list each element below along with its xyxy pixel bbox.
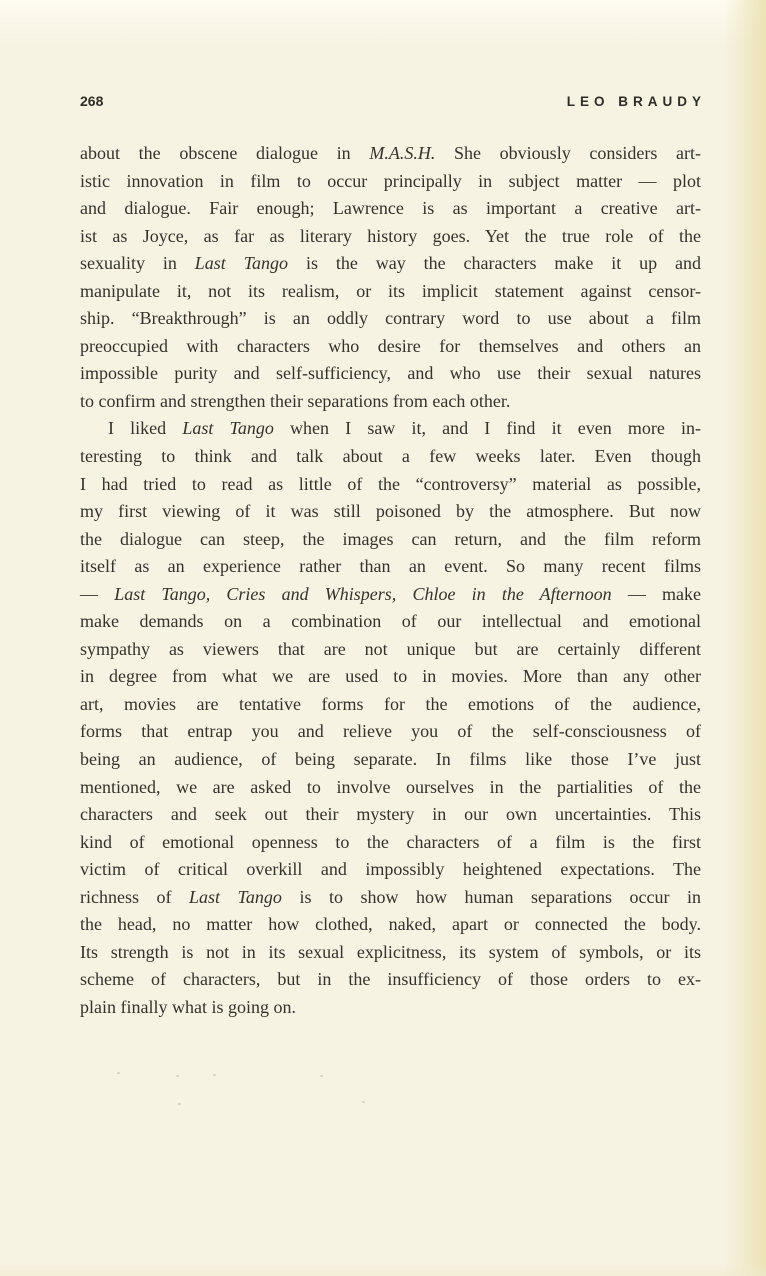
text-line <box>80 526 701 554</box>
text-line <box>80 278 701 306</box>
body-text: I had tried to read as little of the “controversy” material as possible, <box>80 473 701 494</box>
body-text: itself as an experience rather than an event. So many recent films <box>80 556 701 577</box>
body-text: the head, no matter how clothed, naked, apart or connected the body. <box>80 914 701 935</box>
text-line <box>80 581 701 609</box>
body-text: kind of emotional openness to the characters of a film is the first <box>80 831 701 852</box>
film-title-italic: Last Tango <box>182 418 274 439</box>
body-text: teresting to think and talk about a few weeks later. Even though <box>80 446 701 467</box>
scan-speck <box>178 1103 181 1105</box>
text-line <box>80 636 701 664</box>
text-line <box>80 471 701 499</box>
body-text: — <box>80 583 115 604</box>
body-text: plain finally what is going on. <box>80 996 296 1017</box>
body-text: victim of critical overkill and impossibly heightened expectations. The <box>80 859 701 880</box>
text-line <box>80 829 701 857</box>
text-line <box>80 498 701 526</box>
text-line <box>80 746 701 774</box>
text-line <box>80 939 701 967</box>
film-title-italic: M.A.S.H. <box>369 143 436 163</box>
body-text: the dialogue can steep, the images can return, and the film reform <box>80 528 701 549</box>
body-text: my first viewing of it was still poisoned by the atmosphere. But now <box>80 501 701 522</box>
text-line <box>80 608 701 636</box>
text-line <box>80 195 701 223</box>
text-line <box>80 966 701 994</box>
text-line <box>80 333 701 361</box>
body-text: ship. “Breakthrough” is an oddly contrary word to use about a film <box>80 308 701 329</box>
body-text: — make <box>611 583 701 604</box>
text-line <box>80 801 701 829</box>
text-line <box>80 250 701 278</box>
body-text: and dialogue. Fair enough; Lawrence is as important a creative art- <box>80 198 701 219</box>
body-text: I liked <box>108 418 183 439</box>
body-text: Its strength is not in its sexual explicitness, its system of symbols, or its <box>80 941 701 962</box>
body-text: sexuality in <box>80 253 195 274</box>
text-line <box>80 691 701 719</box>
body-text: mentioned, we are asked to involve ourselves in the partialities of the <box>80 776 701 797</box>
text-line <box>80 884 701 912</box>
body-text: in degree from what we are used to in movies. More than any other <box>80 666 701 687</box>
text-line <box>80 774 701 802</box>
page-right-yellowed-edge <box>724 0 766 1276</box>
scan-speck <box>213 1074 216 1076</box>
body-text: about the obscene dialogue in <box>80 143 370 163</box>
scan-speck <box>320 1075 323 1077</box>
paragraph <box>80 140 701 415</box>
text-line <box>80 856 701 884</box>
body-text: characters and seek out their mystery in our own uncertainties. This <box>80 804 701 825</box>
scan-speck <box>362 1101 365 1103</box>
paragraph <box>80 415 701 1021</box>
running-header <box>80 93 706 109</box>
text-line <box>80 168 701 196</box>
body-text: art, movies are tentative forms for the emotions of the audience, <box>80 693 701 714</box>
body-text: manipulate it, not its realism, or its implicit statement against censor- <box>80 280 701 301</box>
running-head-author: LEO BRAUDY <box>566 94 706 109</box>
film-title-italic: Last Tango <box>189 886 282 907</box>
text-line <box>80 305 701 333</box>
body-text: impossible purity and self-sufficiency, and who use their sexual natures <box>80 363 701 384</box>
body-text: is the way the characters make it up and <box>288 253 701 274</box>
body-text: to confirm and strengthen their separations from each other. <box>80 390 511 411</box>
text-line <box>80 718 701 746</box>
text-line <box>80 223 701 251</box>
text-block <box>80 140 701 1022</box>
page-top-light-edge <box>0 0 766 46</box>
text-line <box>80 553 701 581</box>
body-text: preoccupied with characters who desire for themselves and others an <box>80 335 701 356</box>
body-text: make demands on a combination of our intellectual and emotional <box>80 611 701 632</box>
text-line <box>80 443 701 471</box>
text-line <box>80 911 701 939</box>
page-bottom-edge <box>0 1262 766 1276</box>
film-title-italic: Last Tango <box>194 253 289 274</box>
body-text: sympathy as viewers that are not unique but are certainly different <box>80 638 701 659</box>
scan-speck <box>176 1075 179 1077</box>
body-text: ist as Joyce, as far as literary history goes. Yet the true role of the <box>80 225 701 246</box>
text-line <box>80 415 701 443</box>
text-line <box>80 360 701 388</box>
text-line <box>80 663 701 691</box>
film-title-italic: Last Tango, Cries and Whispers, Chloe in the Afternoon <box>114 583 612 604</box>
text-line <box>80 140 701 168</box>
text-line <box>80 994 701 1022</box>
body-text: richness of <box>80 886 190 907</box>
body-text: when I saw it, and I find it even more in- <box>273 418 702 439</box>
body-text: scheme of characters, but in the insufficiency of those orders to ex- <box>80 969 701 990</box>
body-text: being an audience, of being separate. In films like those I’ve just <box>80 749 701 770</box>
body-text: She obviously considers art- <box>435 143 702 163</box>
scan-speck <box>117 1072 120 1074</box>
page-number: 268 <box>80 93 104 109</box>
body-text: is to show how human separations occur in <box>281 886 702 907</box>
body-text: istic innovation in film to occur principally in subject matter — plot <box>80 170 701 191</box>
text-line <box>80 388 701 416</box>
body-text: forms that entrap you and relieve you of the self-consciousness of <box>80 721 701 742</box>
